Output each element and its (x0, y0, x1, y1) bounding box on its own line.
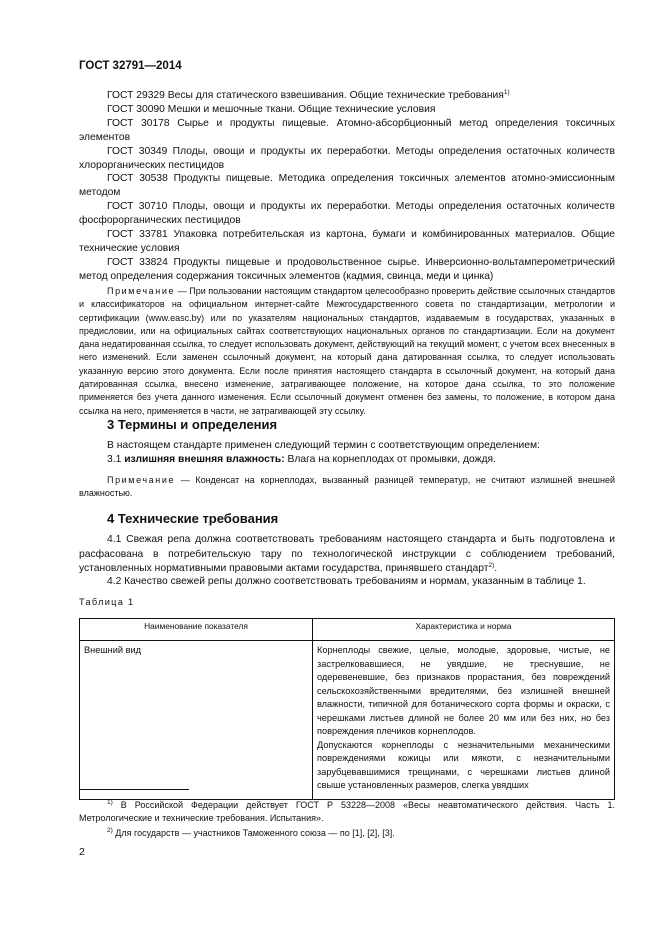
footnote-mark: 1) (107, 799, 113, 806)
footnote-mark: 2) (107, 827, 113, 834)
page-number: 2 (79, 846, 85, 858)
term-definition: 3.1 излишняя внешняя влажность: Влага на корнеплодах от промывки, дождя. (107, 454, 496, 465)
reference-item: ГОСТ 30710 Плоды, овощи и продукты их переработки. Методы определения остаточных количеств фосфорорганических пестицидов (79, 201, 615, 227)
references-note: Примечание — При пользовании настоящим стандартом целесообразно проверить действие ссылочных стандартов и классификаторов на официальном интернет-сайте Межгосударственного совета по стандартизации, метрологии и сертификации (www.easc.by) или по указателям национальных стандартов, издаваемым в государствах, указанных в предисловии, или на официальных сайтах соответствующих национальных органов по стандартизации. Если на документ дана недатированная ссылка, то следует использовать документ, действующий на текущий момент, с учетом всех внесенных в него изменений. Если заменен ссылочный документ, на который дана датированная ссылка, то следует использовать указанную версию этого документа. Если после принятия настоящего стандарта в ссылочный документ, на который дана датированная ссылка, внесено изменение, затрагивающее положение, на которое дана ссылка, то это положение применяется без учета данного изменения. Если ссылочный документ отменен без замены, то положение, в котором дана ссылка на него, применяется в части, не затрагивающей эту ссылку. (79, 286, 615, 416)
document-header: ГОСТ 32791—2014 (79, 60, 182, 72)
paragraph-4-2: 4.2 Качество свежей репы должно соответствовать требованиям и нормам, указанным в таблице 1. (107, 576, 586, 587)
term-note: Примечание — Конденсат на корнеплодах, вызванный разницей температур, не считают излишней внешней влажностью. (79, 475, 615, 499)
reference-item: ГОСТ 33781 Упаковка потребительская из картона, бумаги и комбинированных материалов. Общие технические условия (79, 229, 615, 254)
note-label: Примечание (107, 475, 176, 485)
section-3-intro: В настоящем стандарте применен следующий термин с соответствующим определением: (107, 440, 540, 451)
paragraph-4-1: 4.1 Свежая репа должна соответствовать требованиям настоящего стандарта и быть подготовлена и расфасована в потребительскую тару по технологической инструкции с соблюдением требований, установленных нормативными правовыми актами государства, принявшего стандарт$^{2)}$. (79, 534, 615, 574)
reference-item: ГОСТ 30090 Мешки и мешочные ткани. Общие технические условия (107, 103, 436, 115)
section-4-title: 4 Технические требования (107, 511, 279, 526)
reference-item: ГОСТ 29329 Весы для статического взвешивания. Общие технические требования$^{1)}$ (107, 89, 510, 101)
reference-item: ГОСТ 30178 Сырье и продукты пищевые. Атомно-абсорбционный метод определения токсичных элементов (79, 117, 615, 143)
section-3-title: 3 Термины и определения (107, 417, 278, 432)
note-label: Примечание (107, 286, 176, 296)
footnote-2: $^{2)}$ Для государств — участников Таможенного союза — по [1], [2], [3]. (107, 827, 395, 838)
table-1 (79, 618, 615, 800)
reference-item: ГОСТ 30349 Плоды, овощи и продукты их переработки. Методы определения остаточных количеств хлорорганических пестицидов (79, 145, 615, 171)
table-row (80, 641, 615, 800)
footnote-1: $^{1)}$ В Российской Федерации действует ГОСТ Р 53228—2008 «Весы неавтоматического действия. Часть 1. Метрологические и технические требования. Испытания». (79, 799, 615, 824)
indicator-norm: Корнеплоды свежие, целые, молодые, здоровые, чистые, не застрелковавшиеся, не увядшие, не треснувшие, не одеревеневшие, без признаков прорастания, без повреждений сельскохозяйственными вредителями, без излишней внешней влажности, типичной для ботанического сорта формы и окраски, с черешками листьев длиной не более 20 мм или без них, но без повреждения плечиков корнеплодов. Допускаются корнеплоды с незначительными механическими повреждениями кожицы или мякоти, с незначительными зарубцевавшимися трещинами, с черешками листьев длиной свыше установленных размеров, слегка увядших (313, 641, 615, 800)
footnote-mark: 2) (488, 562, 495, 569)
table-header-row (80, 619, 615, 641)
table-caption: Таблица 1 (79, 597, 135, 607)
reference-item: ГОСТ 30538 Продукты пищевые. Методика определения токсичных элементов атомно-эмиссионным методом (79, 173, 615, 199)
column-header-indicator: Наименование показателя (80, 619, 313, 641)
footnote-divider (79, 789, 189, 790)
references-list (79, 89, 615, 284)
footnote-mark: 1) (503, 89, 510, 96)
indicator-name: Внешний вид (80, 641, 313, 800)
column-header-norm: Характеристика и норма (313, 619, 615, 641)
term: излишняя внешняя влажность: (124, 454, 285, 465)
reference-item: ГОСТ 33824 Продукты пищевые и продовольственное сырье. Инверсионно-вольтамперометрический метод определения содержания токсичных элементов (кадмия, свинца, меди и цинка) (79, 256, 615, 282)
